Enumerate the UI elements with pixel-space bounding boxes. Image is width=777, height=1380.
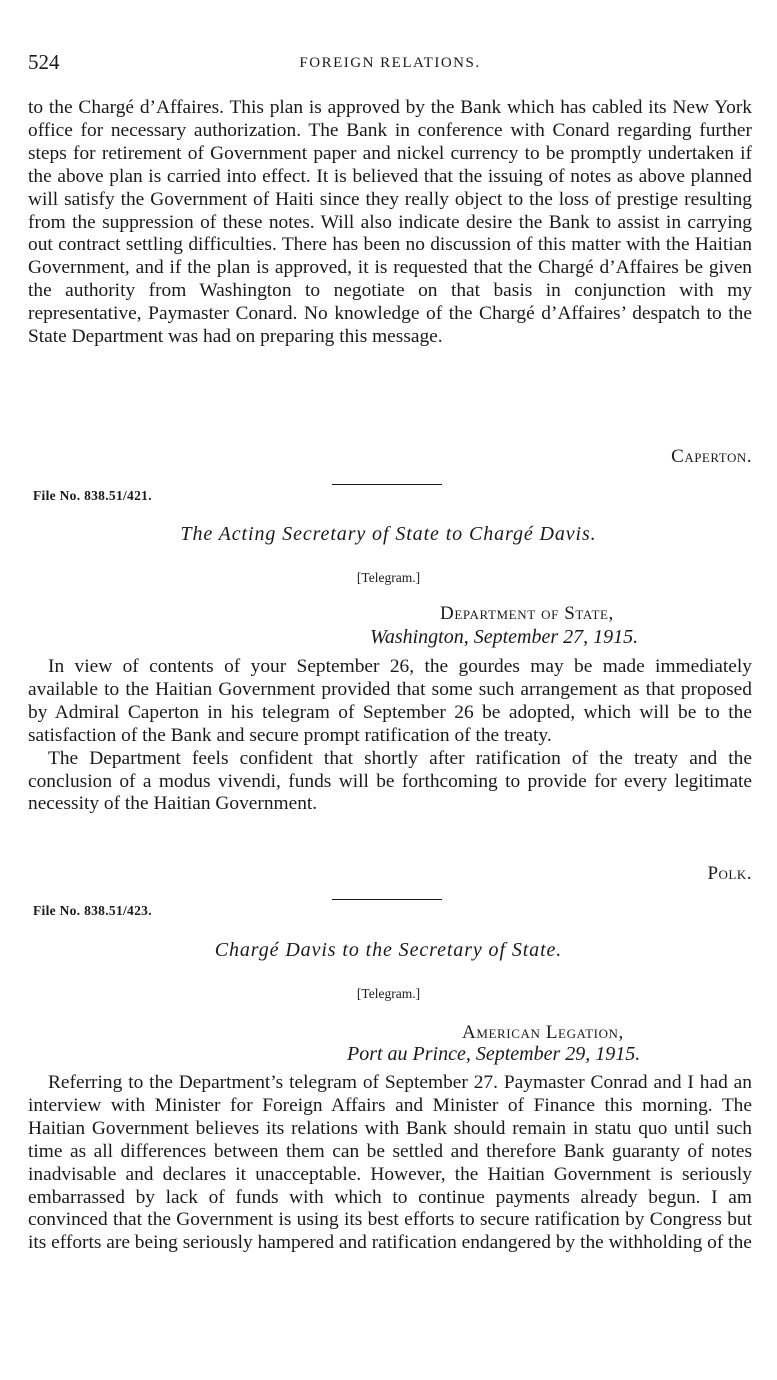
section-divider bbox=[332, 484, 442, 485]
dateline-date: Washington, September 27, 1915. bbox=[370, 626, 639, 648]
document-title: The Acting Secretary of State to Chargé Davis. bbox=[180, 523, 597, 545]
telegram-note: [Telegram.] bbox=[356, 986, 421, 1001]
document-title: Chargé Davis to the Secretary of State. bbox=[214, 939, 563, 961]
document-body bbox=[28, 656, 752, 816]
telegram-note: [Telegram.] bbox=[356, 570, 421, 585]
body-paragraph: The Department feels confident that shortly after ratification of the treaty and the conclusion of a modus vivendi, funds will be forthcoming to provide for every legitimate necessity of the Haitian Government. bbox=[28, 747, 752, 815]
dateline-place: American Legation, bbox=[462, 1022, 624, 1043]
body-paragraph: Referring to the Department’s telegram of September 27. Paymaster Conrad and I had an interview with Minister for Foreign Affairs and Minister of Finance this morning. The Haitian Government believes its relations with Bank should remain in statu quo until such time as all differences between them can be settled and therefore Bank guaranty of notes inadvisable and declares it unacceptable. However, the Haitian Government is seriously embarrassed by lack of funds with which to continue payments already begun. I am convinced that the Government is using its best efforts to secure ratification by Congress but its efforts are being seriously hampered and ratification endangered by the withholding of the bbox=[28, 1072, 752, 1254]
file-number: File No. 838.51/421. bbox=[33, 488, 152, 503]
document-body bbox=[28, 1072, 752, 1255]
page-number: 524 bbox=[28, 50, 60, 74]
file-number: File No. 838.51/423. bbox=[33, 903, 152, 918]
continued-paragraph: to the Chargé d’Affaires. This plan is approved by the Bank which has cabled its New York office for necessary authorization. The Bank in conference with Conard regarding further steps for retirement of Government paper and nickel currency to be promptly undertaken if the above plan is carried into effect. It is believed that the issuing of notes as above planned will satisfy the Government of Haiti since they really object to the loss of prestige resulting from the suppression of these notes. Will also indicate desire the Bank to assist in carrying out contract settling difficulties. There has been no discussion of this matter with the Haitian Government, and if the plan is approved, it is requested that the Chargé d’Affaires be given the authority from Washington to negotiate on that basis in conjunction with my representative, Paymaster Conard. No knowledge of the Chargé d’Affaires’ despatch to the State Department was had on preparing this message. bbox=[28, 97, 752, 348]
continued-message bbox=[28, 97, 752, 349]
running-head: FOREIGN RELATIONS. bbox=[299, 55, 481, 71]
page-header bbox=[28, 50, 752, 78]
dateline-date: Port au Prince, September 29, 1915. bbox=[347, 1043, 641, 1065]
signature-caperton: Caperton. bbox=[671, 446, 752, 467]
signature-polk: Polk. bbox=[707, 863, 752, 884]
section-divider bbox=[332, 899, 442, 900]
dateline-place: Department of State, bbox=[440, 603, 614, 624]
body-paragraph: In view of contents of your September 26, the gourdes may be made immediately available to the Haitian Government provided that some such arrangement as that proposed by Admiral Caperton in his telegram of September 26 be adopted, which will be to the satisfaction of the Bank and secure prompt ratification of the treaty. bbox=[28, 656, 752, 746]
